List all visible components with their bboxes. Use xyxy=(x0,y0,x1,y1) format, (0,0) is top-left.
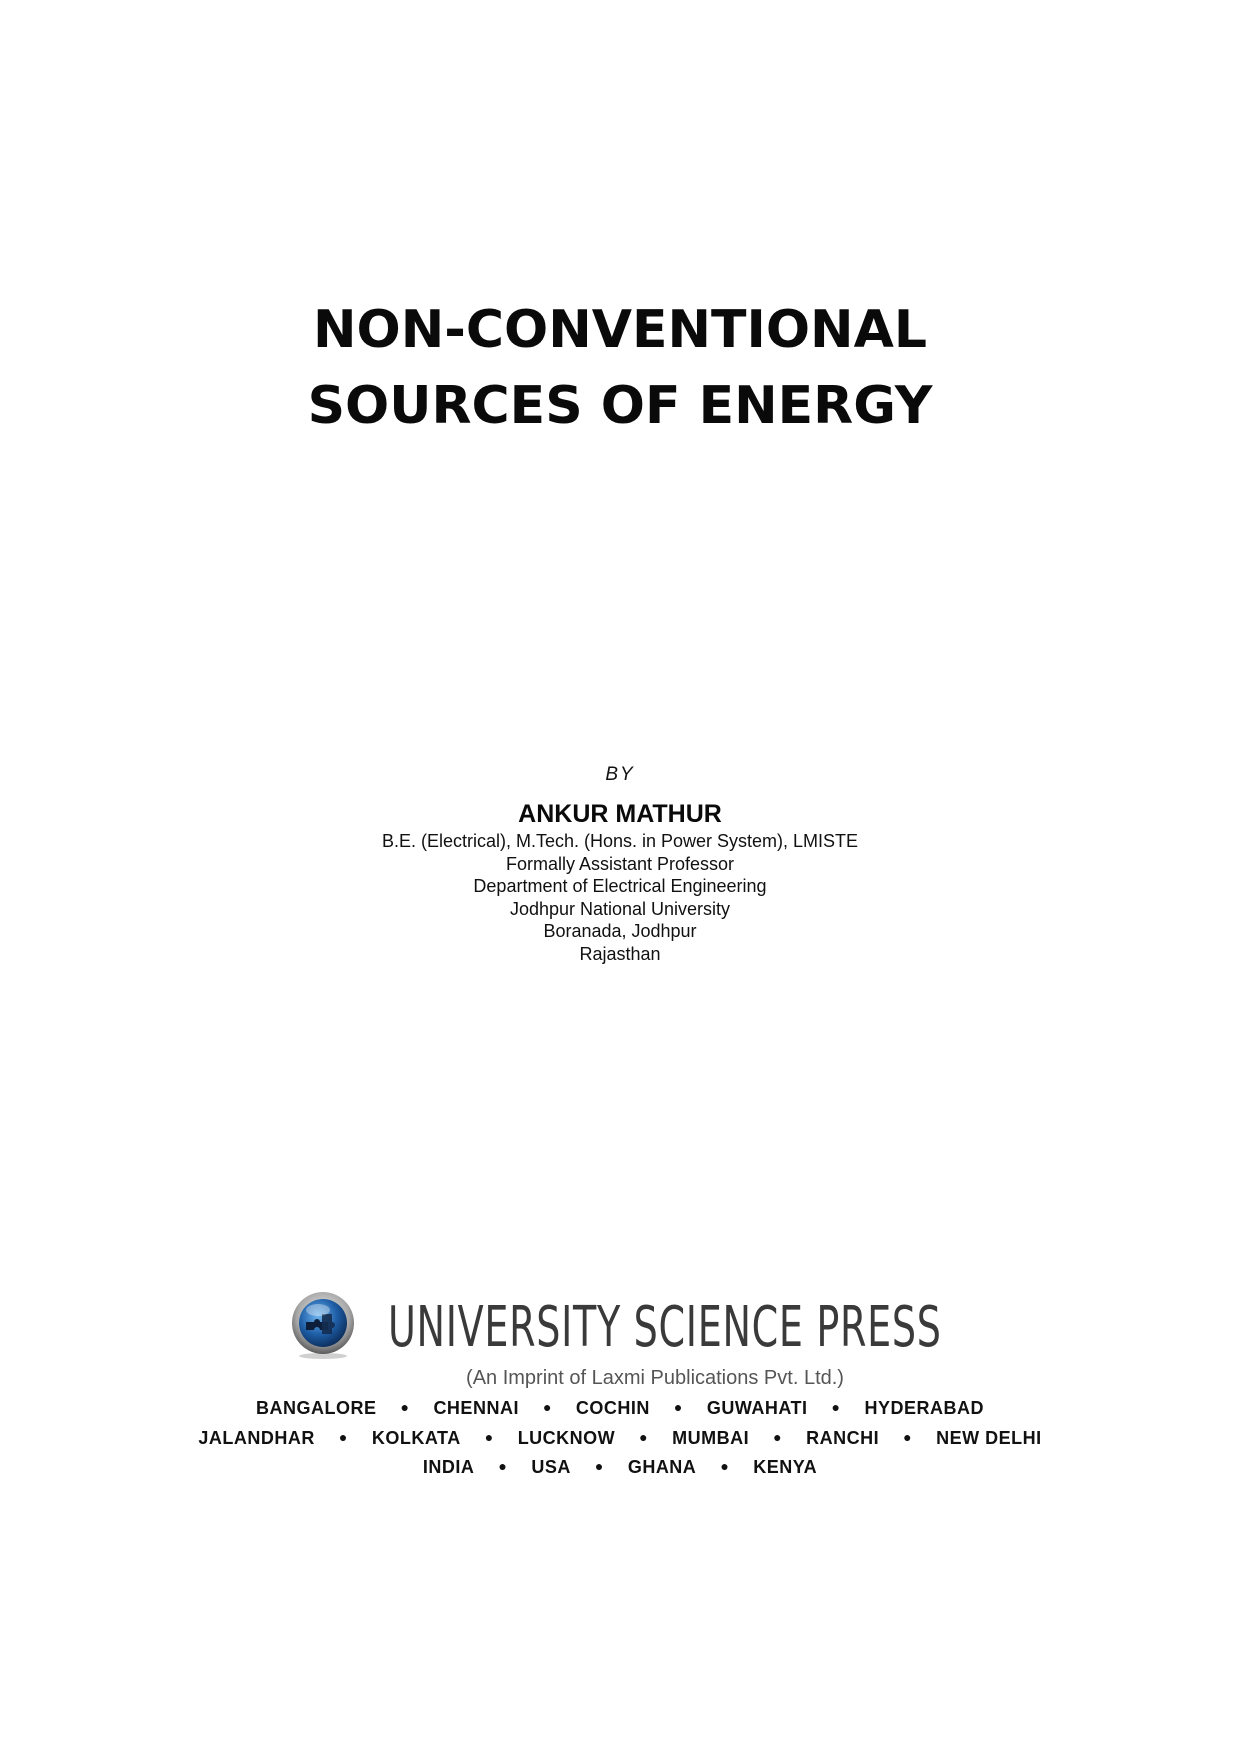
separator-dot: ● xyxy=(542,1399,552,1415)
author-detail-line: Jodhpur National University xyxy=(509,898,731,919)
book-title-line-1: NON-CONVENTIONAL xyxy=(313,300,927,360)
author-detail-line: B.E. (Electrical), M.Tech. (Hons. in Power System), LMISTE xyxy=(381,831,859,851)
author-detail-line: Boranada, Jodhpur xyxy=(543,921,697,942)
city: CHENNAI xyxy=(433,1398,519,1418)
country: INDIA xyxy=(422,1457,475,1477)
city: LUCKNOW xyxy=(517,1428,616,1448)
cities-row-3 xyxy=(0,1457,1240,1478)
cities-row-2 xyxy=(0,1428,1240,1449)
author-name: ANKUR MATHUR xyxy=(518,800,722,828)
city: GUWAHATI xyxy=(706,1398,808,1418)
author-detail-line: Department of Electrical Engineering xyxy=(473,876,767,897)
publisher-name: UNIVERSITY SCIENCE PRESS xyxy=(388,1295,942,1360)
separator-dot: ● xyxy=(594,1458,604,1474)
separator-dot: ● xyxy=(498,1458,508,1474)
author-detail-line: Rajasthan xyxy=(579,943,661,964)
publisher-imprint: (An Imprint of Laxmi Publications Pvt. Ltd.) xyxy=(466,1367,844,1389)
separator-dot: ● xyxy=(773,1429,783,1445)
country: KENYA xyxy=(753,1457,818,1477)
cities-row-1 xyxy=(0,1398,1240,1419)
city: KOLKATA xyxy=(371,1428,461,1448)
separator-dot: ● xyxy=(400,1399,410,1415)
book-title-line-2: SOURCES OF ENERGY xyxy=(307,376,933,436)
author-details xyxy=(0,830,1240,966)
separator-dot: ● xyxy=(673,1399,683,1415)
separator-dot: ● xyxy=(903,1429,913,1445)
city: BANGALORE xyxy=(255,1398,377,1418)
separator-dot: ● xyxy=(831,1399,841,1415)
country: USA xyxy=(531,1457,571,1477)
city: MUMBAI xyxy=(672,1428,750,1448)
separator-dot: ● xyxy=(639,1429,649,1445)
country: GHANA xyxy=(627,1457,697,1477)
separator-dot: ● xyxy=(338,1429,348,1445)
city: NEW DELHI xyxy=(936,1428,1042,1448)
separator-dot: ● xyxy=(720,1458,730,1474)
book-title xyxy=(0,292,1240,444)
city: JALANDHAR xyxy=(198,1428,315,1448)
separator-dot: ● xyxy=(484,1429,494,1445)
city: HYDERABAD xyxy=(864,1398,985,1418)
byline-by: BY xyxy=(605,764,635,785)
city: RANCHI xyxy=(806,1428,880,1448)
globe-puzzle-logo-icon xyxy=(288,1290,358,1360)
city: COCHIN xyxy=(575,1398,650,1418)
author-detail-line: Formally Assistant Professor xyxy=(505,853,735,874)
